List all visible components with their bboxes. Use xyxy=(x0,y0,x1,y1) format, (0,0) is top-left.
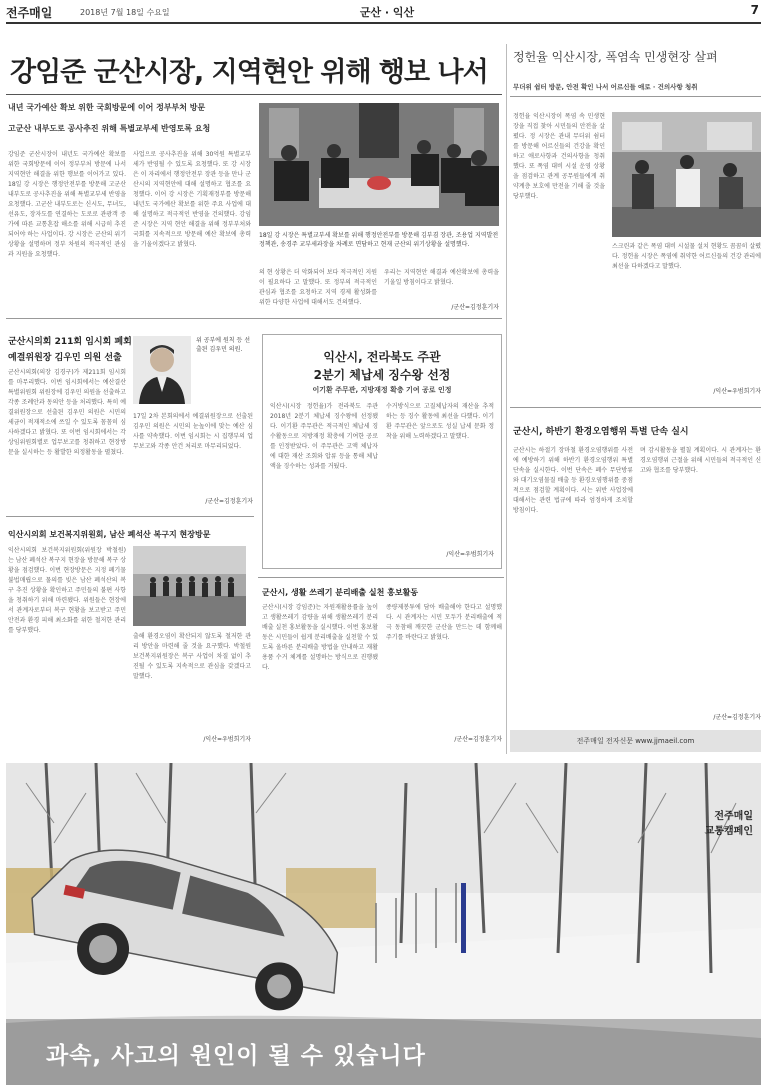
rule-right1-sub xyxy=(510,96,761,97)
trash-body-left: 군산시(시장 강임준)는 자원재활용률을 높이고 생활쓰레기 감량을 위해 생활쓰레기 분리배출 실천 홍보활동을 실시했다. 이번 홍보활동은 시민들이 쉽게 분리배출을 실천할 수 있도록 올바른 분리배출 방법을 안내하고 재활용품 수거 체계를 설명하는 방식으로 진행됐다. xyxy=(262,604,378,671)
right2-byline: /군산=김정훈기자 xyxy=(713,714,761,721)
campaign-label-2: 교통캠페인 xyxy=(704,826,753,837)
award-byline: /익산=우범희기자 xyxy=(446,551,494,558)
campaign-label-1: 전주매일 xyxy=(714,811,753,822)
council2-body-left: 익산시의회 보건복지위원회(위원장 박철원)는 남산 폐석산 복구지 현장을 방문해 복구 상황을 점검했다. 이번 현장방문은 지정 폐기물 불법매립으로 물의를 빚은 남산 폐석산의 복구 추진 상황을 확인하고 주민들의 불편 사항을 청취하기 위해 마련됐다. 위원들은 현장에서 관계자로부터 복구 현황을 보고받고 주민 안전과 환경 피해 최소화를 위한 철저한 관리를 당부했다. xyxy=(8,547,126,634)
right2-body-right: 며 감시활동을 펼칠 계획이다. 시 관계자는 환경오염행위 근절을 위해 시민들의 적극적인 신고와 협조를 당부했다. xyxy=(640,447,761,474)
council2-byline: /익산=우범희기자 xyxy=(203,736,251,743)
section-name: 군산 · 익산 xyxy=(359,6,415,19)
masthead xyxy=(6,3,761,21)
right1-headline: 정헌율 익산시장, 폭염속 민생현장 살펴 xyxy=(513,50,718,64)
masthead-rule xyxy=(6,22,761,24)
right1-body-left: 정헌율 익산시장이 폭염 속 민생현장을 직접 찾아 시민들의 안전을 살폈다. 정 시장은 관내 무더위 쉼터를 방문해 어르신들의 건강을 확인하고 애로사항과 건의사항을 청취했다. 또 폭염 대비 시설 운영 상황을 점검하고 관계 공무원들에게 취약계층 보호에 만전을 기해 줄 것을 당부했다. xyxy=(513,113,605,200)
award-body-left: 익산시(시장 정헌율)가 전라북도 주관 2018년 2분기 체납세 징수왕에 선정됐다. 이기환 주무관은 적극적인 체납세 징수활동으로 지방재정 확충에 기여한 공로를 인정받았다. 이 주무관은 고액 체납자에 대한 재산 조회와 압류 등을 통해 체납액을 징수하는 성과를 거뒀다. xyxy=(270,403,378,470)
lead-subhead-1: 내년 국가예산 확보 위한 국회방문에 이어 정부부처 방문 xyxy=(8,102,206,112)
campaign-label xyxy=(705,809,753,839)
council2-body-right: 출해 환경오염이 확산되지 않도록 철저한 관리 방안을 마련해 줄 것을 요구했다. 박철원 보건복지위원장은 복구 사업이 차질 없이 추진될 수 있도록 지속적으로 관심을 갖겠다고 말했다. xyxy=(133,633,251,680)
right2-headline: 군산시, 하반기 환경오염행위 특별 단속 실시 xyxy=(513,427,689,437)
council1-byline: /군산=김정훈기자 xyxy=(205,498,253,505)
meeting-photo xyxy=(259,103,499,226)
page-number: 7 xyxy=(750,3,759,17)
rule-lead-bottom xyxy=(6,318,502,319)
issue-date: 2018년 7월 18일 수요일 xyxy=(80,8,170,17)
council1-headline-1: 군산시의회 211회 임시회 폐회 xyxy=(8,337,132,347)
lead-body-mid: 사업으로 공사추진을 위해 30억원 특별교부세가 반영될 수 있도록 요청했다. 또 강 시장은 이 자리에서 행정안전부 장관 등을 만나 군산시의 지역현안에 대해 설명하고 협조를 요청했다. 이어 강 시장은 기획재정부를 방문해 내년도 국가예산 확보를 위한 주요 사업에 대해 설명하고 적극적인 반영을 건의했다. 강임준 시장은 지역 현안 해결을 위해 정부부처와 국회를 지속적으로 방문해 예산 확보에 총력을 기울이겠다고 밝혔다. xyxy=(133,151,251,248)
epaper-banner[interactable]: 전주매일 전자신문 www.jjmaeil.com xyxy=(510,730,761,752)
council1-body-2: 17일 2차 본회의에서 예결위원장으로 선출된 김우민 의원은 시민의 눈높이에 맞는 예산 심사를 약속했다. 이번 임시회는 시 집행부의 업무보고와 각종 안건 처리로 마무리되었다. xyxy=(133,413,253,450)
right1-body-right: 스크린과 같은 폭염 대비 시설물 설치 현황도 꼼꼼히 살폈다. 정헌율 시장은 폭염에 취약한 어르신들의 건강 관리에 최선을 다하겠다고 말했다. xyxy=(612,243,761,270)
right1-byline: /익산=우범희기자 xyxy=(713,388,761,395)
rule-trash xyxy=(258,577,504,578)
site-visit-photo xyxy=(133,546,246,626)
campaign-photo xyxy=(6,763,761,1085)
portrait-caption: 위 공부에 원칙 등 선출된 김우민 의원. xyxy=(196,337,250,353)
paper-name: 전주매일 xyxy=(6,6,53,20)
meeting-photo-caption: 18일 강 시장은 특별교부세 확보를 위해 행정안전부를 방문해 김부겸 장관, 조용업 지역발전정책관, 송경주 교부세과장을 차례로 면담하고 현재 군산의 위기상황을 설명했다. xyxy=(259,232,499,248)
right1-subhead: 무더위 쉼터 방문, 안전 확인 나서 어르신들 애로 · 건의사항 청취 xyxy=(513,83,698,91)
shelter-photo xyxy=(612,112,761,237)
trash-headline: 군산시, 생활 쓰레기 분리배출 실천 홍보활동 xyxy=(262,588,419,597)
lead-subhead-2: 고군산 내부도로 공사추진 위해 특별교부세 반영토록 요청 xyxy=(8,123,211,133)
trash-body-right: 종량제봉투에 담아 배출해야 한다고 설명했다. 시 관계자는 시민 모두가 분리배출에 적극 동참해 깨끗한 군산을 만드는 데 함께해 주기를 바란다고 밝혔다. xyxy=(386,604,502,641)
award-headline-1: 익산시, 전라북도 주관 xyxy=(323,350,441,364)
lead-headline: 강임준 군산시장, 지역현안 위해 행보 나서 xyxy=(10,57,488,88)
lead-byline: /군산=김정훈기자 xyxy=(451,304,499,311)
campaign-slogan: 과속, 사고의 원인이 될 수 있습니다 xyxy=(46,1043,426,1069)
portrait-photo xyxy=(133,336,191,404)
lead-rule xyxy=(6,94,502,95)
rule-right2 xyxy=(510,407,761,408)
column-rule xyxy=(506,44,507,754)
lead-body-right-1: 의 현 상황은 더 악화되어 보다 적극적인 지원이 필요하다 고 말했다. 또 정부의 적극적인 관심과 협조를 요청하고 지역 경제 활성화를 위한 다양한 사업에 대해서도 건의했다. xyxy=(259,269,377,306)
council2-headline: 익산시의회 보건복지위원회, 남산 폐석산 복구지 현장방문 xyxy=(8,530,211,539)
right2-body-left: 군산시는 하절기 장마철 환경오염행위를 사전에 예방하기 위해 하반기 환경오염행위 특별 단속을 실시한다. 이번 단속은 폐수 무단방류와 대기오염물질 배출 등 환경오염행위를 중점적으로 점검할 계획이다. 시는 위반 사업장에 대해서는 관련 법규에 따라 엄정하게 조치할 방침이다. xyxy=(513,447,633,514)
rule-council1 xyxy=(6,516,254,517)
lead-body-right-2: 우리는 지역현안 해결과 예산확보에 총력을 기울일 방침이다고 밝혔다. xyxy=(384,269,499,286)
award-headline-2: 2분기 체납세 징수왕 선정 xyxy=(313,368,451,382)
trash-byline: /군산=김정훈기자 xyxy=(454,736,502,743)
lead-body-left: 강임준 군산시장이 내년도 국가예산 확보를 위한 국회방문에 이어 정부부처 방문에 나서 지역현안 해결을 위한 행보를 이어가고 있다. 18일 강 시장은 행정안전부를 방문해 고군산 내부도로 공사추진을 위해 특별교부세 반영을 요청했다. 고군산 내부도로는 신시도, 무녀도, 선유도, 장자도를 연결하는 도로로 관광객 증가에 따른 교통혼잡 해소를 위해 시급히 추진되어야 하는 사업이다. 강 시장은 군산의 위기상황을 설명하며 정부 차원의 적극적인 관심과 지원을 요청했다. xyxy=(8,151,126,258)
award-body-right: 수거방식으로 고질체납자의 재산을 추적하는 등 징수 활동에 최선을 다했다. 이기환 주무관은 앞으로도 성실 납세 문화 정착을 위해 노력하겠다고 말했다. xyxy=(386,403,494,440)
council1-headline-2: 예결위원장 김우민 의원 선출 xyxy=(8,353,122,363)
council1-body: 군산시의회(의장 김경구)가 제211회 임시회를 마무리했다. 이번 임시회에서는 예산결산특별위원회 위원장에 김우민 의원을 선출하고 각종 조례안과 동의안 등을 처리했다. 특히 예결위원장으로 선출된 김우민 의원은 시민의 세금이 적재적소에 쓰일 수 있도록 꼼꼼히 심사하겠다고 밝혔다. 또 이번 임시회에서는 각 상임위원회별로 업무보고를 청취하고 현장방문을 실시하는 등 활발한 의정활동을 펼쳤다. xyxy=(8,369,126,456)
award-subhead: 이기환 주무관, 지방재정 확충 기여 공로 인정 xyxy=(312,386,452,394)
